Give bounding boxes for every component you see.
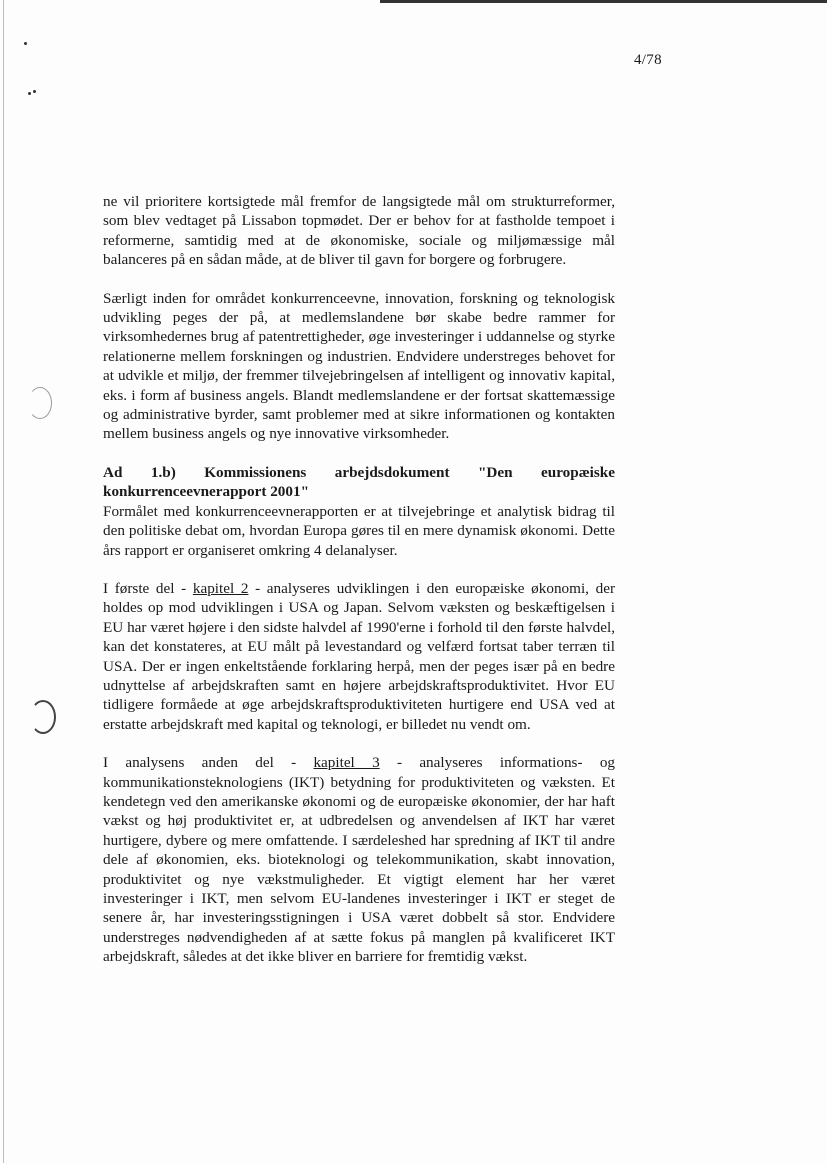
chapter-3-link[interactable]: kapitel 3 <box>313 754 380 772</box>
chapter-2-link[interactable]: kapitel 2 <box>192 579 249 597</box>
scan-edge-left <box>3 0 4 1163</box>
paragraph-part-2 <box>103 753 615 966</box>
scan-edge-top <box>380 0 827 3</box>
paragraph-text: - analyseres udviklingen i den europæiske økonomi, der holdes op mod udviklingen i USA og Japan. Selvom væksten og beskæftigelsen i EU har været højere i den sidste halvdel af 1990'erne i forhold til den første halvdel, kan det konstateres, at EU målt på levestandard og velfærd fortsat taber terræn til USA. Der er ingen enkeltstående forklaring herpå, men der peges især på en bedre udnyttelse af arbejdskraften samt en højere arbejdskraftsproduktivitet. Hvor EU tidligere formåede at øge arbejdskraftsproduktiviteten hurtigere end USA ved at erstatte arbejdskraft med kapital og teknologi, er billedet nu vendt om. <box>103 579 616 733</box>
section-intro: Formålet med konkurrenceevnerapporten er at tilvejebringe et analytisk bidrag til den politiske debat om, hvordan Europa gøres til en mere dynamisk økonomi. Dette års rapport er organiseret omkring 4 delanalyser. <box>103 502 615 559</box>
paragraph-lead: I analysens anden del - <box>103 754 314 772</box>
punch-hole-mark <box>30 700 56 734</box>
scan-speck <box>28 92 31 95</box>
section-heading: Ad 1.b) Kommissionens arbejdsdokument "Den europæiske konkurrenceevnerapport 2001" <box>103 463 615 501</box>
scan-speck <box>33 90 36 93</box>
scan-speck <box>24 42 27 45</box>
paragraph-part-1 <box>103 579 615 734</box>
paragraph: Særligt inden for området konkurrenceevne, innovation, forskning og teknologisk udvikling peges der på, at medlemslandene bør skabe bedre rammer for virksomhedernes brug af patentrettigheder, øge investeringer i uddannelse og styrke relationerne mellem forskningen og industrien. Endvidere understreges behovet for at udvikle et miljø, der fremmer tilvejebringelsen af intelligent og innovativ kapital, eks. i form af business angels. Blandt medlemslandene er der fortsat skattemæssige og administrative byrder, samt problemer med at sikre informationen og kontakten mellem business angels og nye innovative virksomheder. <box>103 289 615 443</box>
page-number: 4/78 <box>634 52 662 68</box>
punch-hole-mark <box>28 387 52 419</box>
paragraph: ne vil prioritere kortsigtede mål fremfor de langsigtede mål om strukturreformer, som blev vedtaget på Lissabon topmødet. Der er behov for at fastholde tempoet i reformerne, samtidig med at de økonomiske, sociale og miljømæssige mål balanceres på en sådan måde, at de bliver til gavn for borgere og forbrugere. <box>103 193 615 269</box>
document-body <box>103 192 615 967</box>
paragraph-lead: I første del - <box>103 579 193 597</box>
paragraph-text: - analyseres informations- og kommunikationsteknologiens (IKT) betydning for produktiviteten og væksten. Et kendetegn ved den amerikanske økonomi og de europæiske økonomier, der har haft vækst og høj produktivitet er, at udbredelsen og anvendelsen af IKT har været hurtigere, dybere og mere omfattende. I særdeleshed har spredning af IKT til andre dele af økonomien, eks. bioteknologi og telekommunikation, skabt innovation, produktivitet og nye vækstmuligheder. Et vigtigt element har her været investeringer i IKT, men selvom EU-landenes investeringer i IKT er steget de senere år, har investeringsstigningen i USA været dobbelt så stor. Endvidere understreges nødvendigheden af at sætte fokus på manglen på kvalificeret IKT arbejdskraft, således at det ikke bliver en barriere for fremtidig vækst. <box>103 754 616 966</box>
